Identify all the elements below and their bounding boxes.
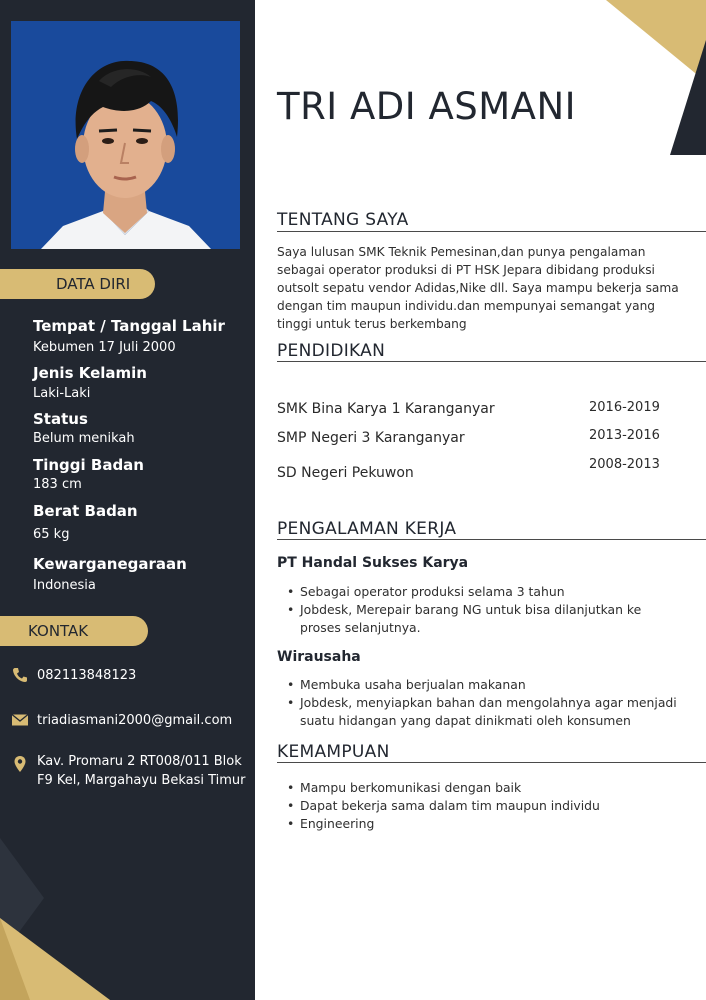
address-line-1: Kav. Promaru 2 RT008/011 Blok [37,754,242,769]
job-title: PT Handal Sukses Karya [277,555,469,571]
list-item: • Jobdesk, menyiapkan bahan dan mengolahnya agar menjadi suatu hidangan yang dapat dinikmati oleh konsumen [300,694,680,730]
education-school: SMP Negeri 3 Karanganyar [277,430,465,446]
list-item: • Dapat bekerja sama dalam tim maupun individu [300,797,680,815]
about-line: Saya lulusan SMK Teknik Pemesinan,dan punya pengalaman [277,245,646,259]
divider [277,361,706,362]
height-value: 183 cm [33,477,82,492]
about-line: sebagai operator produksi di PT HSK Jepara dibidang produksi [277,263,655,277]
skills-heading: KEMAMPUAN [277,742,390,762]
divider [277,539,706,540]
birth-value: Kebumen 17 Juli 2000 [33,340,176,355]
job-points [300,583,680,637]
about-line: outsolt sepatu vendor Adidas,Nike dll. Saya mampu bekerja sama [277,281,679,295]
skills-list [300,779,680,833]
gender-value: Laki-Laki [33,386,91,401]
divider [277,231,706,232]
nationality-value: Indonesia [33,578,96,593]
birth-label: Tempat / Tanggal Lahir [33,317,225,335]
education-years: 2016-2019 [589,400,660,415]
nationality-label: Kewarganegaraan [33,555,187,573]
education-years: 2013-2016 [589,428,660,443]
full-name: TRI ADI ASMANI [277,85,577,128]
status-value: Belum menikah [33,431,135,446]
list-item: • Mampu berkomunikasi dengan baik [300,779,680,797]
education-heading: PENDIDIKAN [277,341,386,361]
status-label: Status [33,410,88,428]
about-line: tinggi untuk terus berkembang [277,317,467,331]
weight-value: 65 kg [33,527,70,542]
decorative-dark-corner [670,40,706,155]
divider [277,762,706,763]
email-icon [11,711,29,729]
profile-photo [11,21,240,249]
job-points [300,676,680,730]
about-line: dengan tim maupun individu.dan mempunyai semangat yang [277,299,656,313]
education-years: 2008-2013 [589,457,660,472]
address [37,752,246,790]
experience-heading: PENGALAMAN KERJA [277,519,457,539]
phone-number[interactable]: 082113848123 [37,668,137,683]
height-label: Tinggi Badan [33,456,144,474]
education-school: SD Negeri Pekuwon [277,465,414,481]
location-pin-icon [11,755,29,773]
gender-label: Jenis Kelamin [33,364,147,382]
address-line-2: F9 Kel, Margahayu Bekasi Timur [37,773,246,788]
sidebar [0,0,255,1000]
weight-label: Berat Badan [33,502,138,520]
list-item: • Jobdesk, Merepair barang NG untuk bisa dilanjutkan ke proses selanjutnya. [300,601,680,637]
decorative-gold-triangle-shade [0,918,30,1000]
about-text [277,243,682,333]
email-address[interactable]: triadiasmani2000@gmail.com [37,713,233,728]
about-heading: TENTANG SAYA [277,210,409,230]
list-item: • Sebagai operator produksi selama 3 tahun [300,583,680,601]
phone-icon [11,666,29,684]
list-item: • Membuka usaha berjualan makanan [300,676,680,694]
kontak-heading: KONTAK [0,616,148,646]
education-school: SMK Bina Karya 1 Karanganyar [277,401,495,417]
job-title: Wirausaha [277,649,361,665]
data-diri-heading: DATA DIRI [0,269,155,299]
list-item: • Engineering [300,815,680,833]
